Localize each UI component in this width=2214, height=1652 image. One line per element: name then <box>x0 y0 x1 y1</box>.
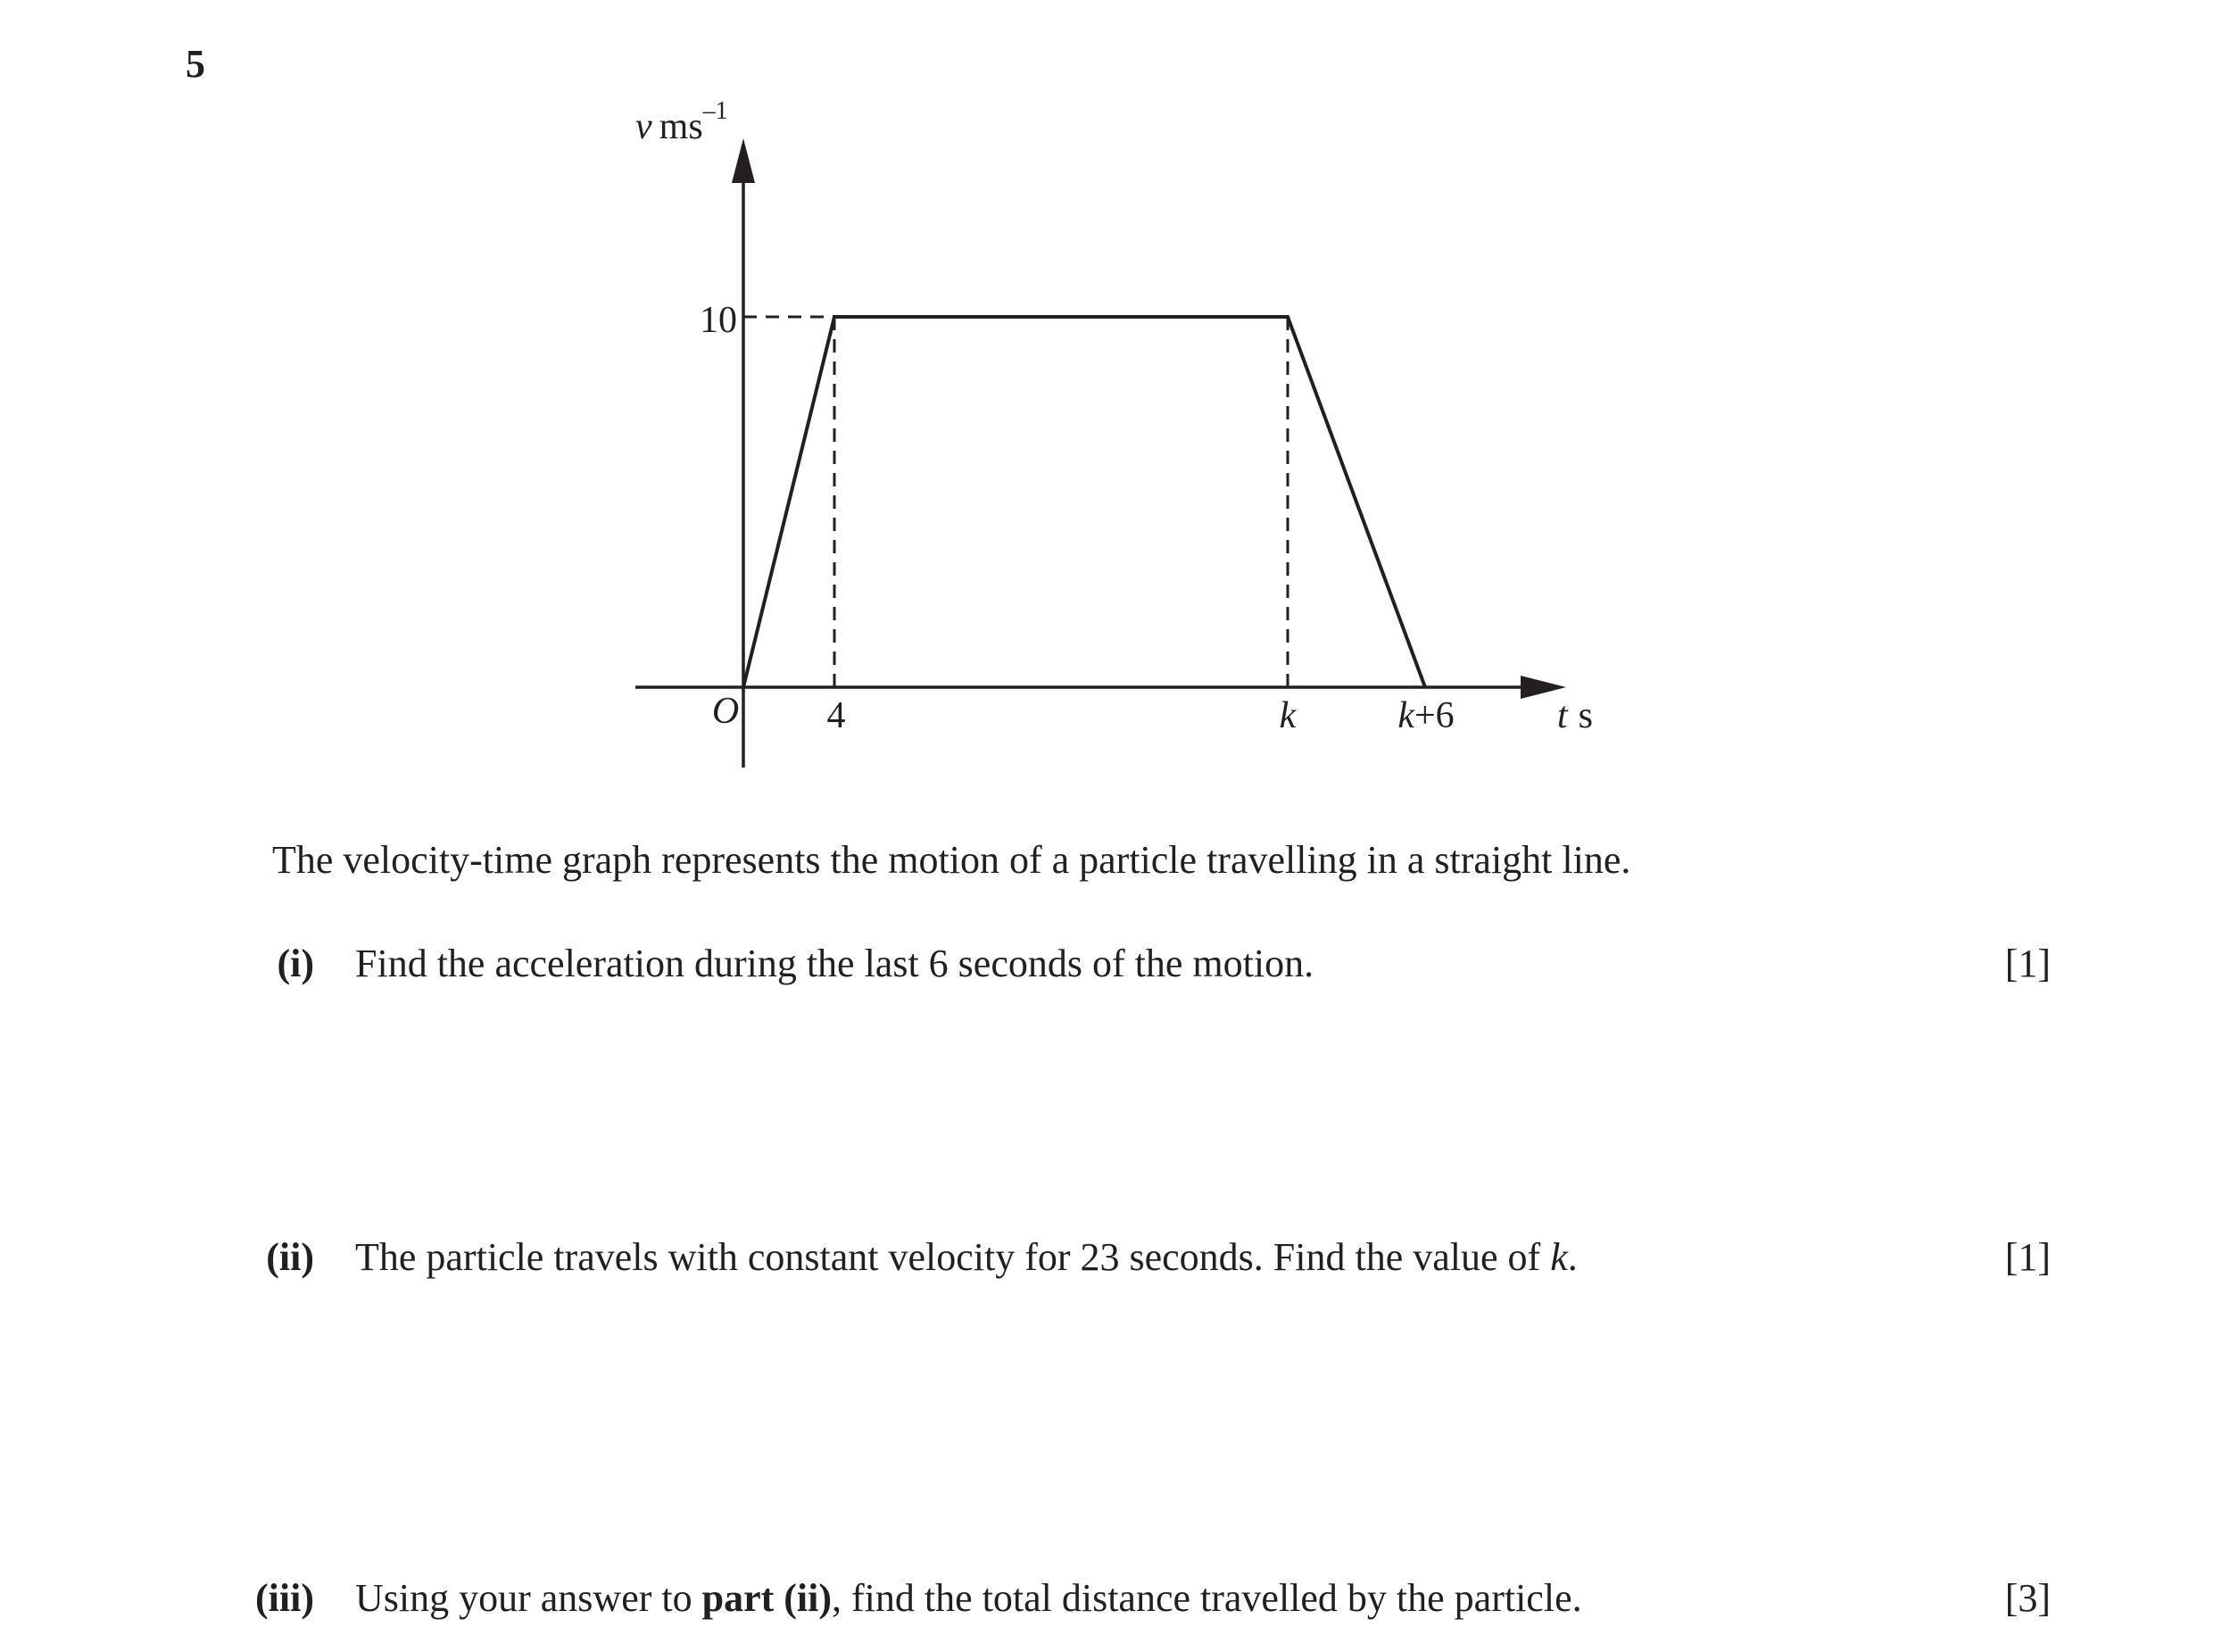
part-i-marks: [1] <box>2004 942 2051 985</box>
part-ii-text: The particle travels with constant velocity for 23 seconds. Find the value of k. <box>355 1235 1578 1279</box>
question-intro: The velocity-time graph represents the motion of a particle travelling in a straight line. <box>272 838 1631 882</box>
x-tick-label-k: k <box>1279 695 1297 736</box>
y-axis-arrow <box>732 138 755 183</box>
part-ii-label: (ii) <box>266 1235 314 1279</box>
part-ii-marks: [1] <box>2004 1235 2051 1279</box>
x-tick-label-k-plus-6: k+6 <box>1397 695 1455 736</box>
part-iii <box>0 1575 2214 1629</box>
y-tick-label-10: 10 <box>700 300 737 341</box>
x-tick-label-4: 4 <box>826 695 846 736</box>
velocity-time-graph <box>0 0 2214 803</box>
part-i-text: Find the acceleration during the last 6 seconds of the motion. <box>355 942 1314 985</box>
part-i <box>0 941 2214 994</box>
origin-label: O <box>711 691 740 732</box>
y-axis-label: v $ms^{-1}$ <box>635 97 728 147</box>
part-iii-label: (iii) <box>255 1576 314 1620</box>
x-axis-label: t s <box>1557 695 1594 736</box>
part-i-label: (i) <box>277 942 314 985</box>
question-number: 5 <box>186 42 205 86</box>
part-iii-text: Using your answer to part (ii), find the total distance travelled by the particle. <box>355 1576 1582 1620</box>
velocity-series-line <box>743 317 1425 687</box>
part-iii-marks: [3] <box>2004 1576 2051 1620</box>
part-ii <box>0 1234 2214 1288</box>
